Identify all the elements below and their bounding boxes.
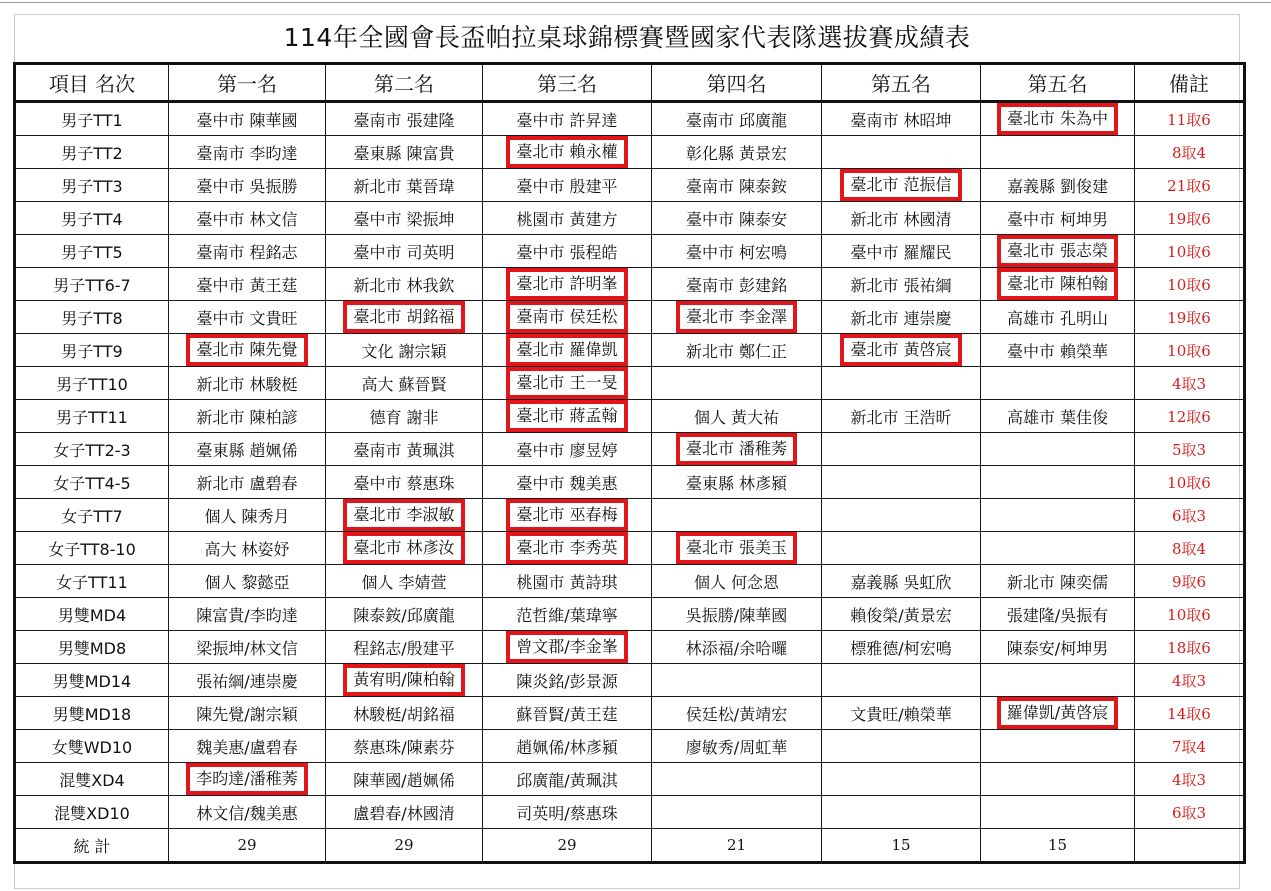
place-cell: 臺東縣 林彥潁 [652,466,822,499]
totals-label: 統 計 [15,829,169,863]
highlighted-place: 臺北市 許明峯 [506,268,627,300]
place-cell: 臺中市 黃王莛 [169,268,326,301]
table-row [15,796,1245,829]
place-cell: 臺中市 柯坤男 [981,202,1135,235]
place-cell [822,730,981,763]
place-cell [483,631,652,664]
header-third: 第三名 [483,64,652,102]
totals-note [1135,829,1245,863]
totals-row [15,829,1245,863]
place-cell: 梁振坤/林文信 [169,631,326,664]
note-cell: 4取3 [1135,367,1245,400]
note-cell: 19取6 [1135,301,1245,334]
place-cell: 高雄市 葉佳俊 [981,400,1135,433]
event-cell: 男子TT11 [15,400,169,433]
place-cell: 陳炎銘/彭景源 [483,664,652,697]
place-cell: 司英明/蔡惠珠 [483,796,652,829]
place-cell [981,235,1135,268]
note-cell: 8取4 [1135,532,1245,565]
highlighted-place: 臺北市 蔣孟翰 [506,400,627,432]
place-cell: 德育 謝非 [326,400,483,433]
place-cell: 桃園市 黃詩琪 [483,565,652,598]
place-cell: 吳振勝/陳華國 [652,598,822,631]
place-cell [169,334,326,367]
place-cell: 陳華國/趙姵俙 [326,763,483,796]
place-cell: 臺中市 柯宏鳴 [652,235,822,268]
event-cell: 女子TT2-3 [15,433,169,466]
note-cell: 5取3 [1135,433,1245,466]
totals-value: 15 [981,829,1135,863]
place-cell: 臺南市 程銘志 [169,235,326,268]
place-cell [981,367,1135,400]
event-cell: 女子TT11 [15,565,169,598]
place-cell: 林駿梃/胡銘福 [326,697,483,730]
header-note: 備註 [1135,64,1245,102]
place-cell: 臺中市 吳振勝 [169,169,326,202]
event-cell: 男雙MD14 [15,664,169,697]
place-cell [169,763,326,796]
place-cell: 臺中市 陳華國 [169,102,326,136]
place-cell: 臺南市 張建隆 [326,102,483,136]
highlighted-place: 黃宥明/陳柏翰 [343,664,464,696]
place-cell [483,268,652,301]
place-cell: 臺中市 蔡惠珠 [326,466,483,499]
note-cell: 4取3 [1135,763,1245,796]
event-cell: 混雙XD4 [15,763,169,796]
place-cell [822,499,981,532]
event-cell: 男子TT9 [15,334,169,367]
highlighted-place: 臺北市 巫春梅 [506,499,627,531]
place-cell [483,400,652,433]
place-cell [652,499,822,532]
event-cell: 混雙XD10 [15,796,169,829]
place-cell: 文化 謝宗穎 [326,334,483,367]
place-cell [326,301,483,334]
table-row [15,433,1245,466]
event-cell: 男子TT4 [15,202,169,235]
place-cell: 個人 黎懿亞 [169,565,326,598]
place-cell: 賴俊榮/黃景宏 [822,598,981,631]
highlighted-place: 臺北市 賴永權 [506,136,627,168]
event-cell: 男子TT3 [15,169,169,202]
place-cell [822,136,981,169]
header-second: 第二名 [326,64,483,102]
place-cell: 臺中市 廖昱婷 [483,433,652,466]
header-fifth-b: 第五名 [981,64,1135,102]
place-cell: 臺南市 陳泰銨 [652,169,822,202]
place-cell: 盧碧春/林國清 [326,796,483,829]
table-row [15,499,1245,532]
place-cell: 新北市 林駿梃 [169,367,326,400]
highlighted-place: 臺北市 陳先覺 [186,334,307,366]
place-cell: 侯廷松/黃靖宏 [652,697,822,730]
place-cell: 林添福/余哈囉 [652,631,822,664]
place-cell: 臺東縣 陳富貴 [326,136,483,169]
event-cell: 男雙MD8 [15,631,169,664]
place-cell [822,763,981,796]
highlighted-place: 臺北市 朱為中 [997,103,1118,135]
place-cell [981,136,1135,169]
place-cell [981,499,1135,532]
totals-value: 21 [652,829,822,863]
header-event: 項目 名次 [15,64,169,102]
place-cell [822,433,981,466]
place-cell [483,499,652,532]
header-row [15,64,1245,102]
highlighted-place: 羅偉凱/黃啓宸 [997,697,1118,729]
highlighted-place: 李昀達/潘稚莠 [186,763,307,795]
note-cell: 9取6 [1135,565,1245,598]
table-row [15,631,1245,664]
place-cell: 臺中市 陳泰安 [652,202,822,235]
highlighted-place: 臺北市 李金澤 [676,301,797,333]
place-cell [822,367,981,400]
place-cell: 臺中市 賴榮華 [981,334,1135,367]
highlighted-place: 臺北市 范振信 [840,169,961,201]
place-cell: 林文信/魏美惠 [169,796,326,829]
place-cell [981,796,1135,829]
place-cell: 高雄市 孔明山 [981,301,1135,334]
note-cell: 19取6 [1135,202,1245,235]
event-cell: 男雙MD4 [15,598,169,631]
table-row [15,202,1245,235]
place-cell: 標雅德/柯宏鳴 [822,631,981,664]
totals-value: 29 [169,829,326,863]
highlighted-place: 臺北市 張美玉 [676,532,797,564]
place-cell: 新北市 陳柏諺 [169,400,326,433]
highlighted-place: 臺北市 張志榮 [997,235,1118,267]
note-cell: 10取6 [1135,466,1245,499]
event-cell: 女子TT7 [15,499,169,532]
place-cell: 新北市 張祐綱 [822,268,981,301]
event-cell: 女雙WD10 [15,730,169,763]
highlighted-place: 臺北市 李秀英 [506,532,627,564]
note-cell: 10取6 [1135,598,1245,631]
table-row [15,235,1245,268]
place-cell: 新北市 盧碧春 [169,466,326,499]
place-cell: 陳泰銨/邱廣龍 [326,598,483,631]
page-title: 114年全國會長盃帕拉桌球錦標賽暨國家代表隊選拔賽成績表 [283,23,971,52]
top-divider [0,2,1271,3]
table-row [15,334,1245,367]
highlighted-place: 臺北市 林彥汝 [343,532,464,564]
place-cell [822,466,981,499]
place-cell: 新北市 鄭仁正 [652,334,822,367]
place-cell: 臺中市 魏美惠 [483,466,652,499]
table-row [15,268,1245,301]
place-cell [822,796,981,829]
totals-value: 15 [822,829,981,863]
table-row [15,301,1245,334]
totals-value: 29 [326,829,483,863]
place-cell [652,532,822,565]
place-cell: 嘉義縣 劉俊建 [981,169,1135,202]
table-row [15,565,1245,598]
place-cell [652,796,822,829]
place-cell [652,301,822,334]
place-cell: 臺中市 殷建平 [483,169,652,202]
note-cell: 10取6 [1135,235,1245,268]
table-row [15,730,1245,763]
place-cell [981,664,1135,697]
place-cell [652,433,822,466]
place-cell [822,334,981,367]
event-cell: 女子TT8-10 [15,532,169,565]
place-cell [981,532,1135,565]
place-cell: 高大 蘇晉賢 [326,367,483,400]
place-cell: 文貴旺/賴榮華 [822,697,981,730]
place-cell: 臺中市 許昇達 [483,102,652,136]
place-cell [652,367,822,400]
totals-value: 29 [483,829,652,863]
header-first: 第一名 [169,64,326,102]
header-fifth-a: 第五名 [822,64,981,102]
place-cell [981,102,1135,136]
event-cell: 男子TT1 [15,102,169,136]
results-table [13,62,1246,864]
place-cell [326,532,483,565]
table-row [15,136,1245,169]
place-cell: 范哲維/葉瑋寧 [483,598,652,631]
highlighted-place: 臺北市 陳柏翰 [997,268,1118,300]
place-cell: 個人 黃大祐 [652,400,822,433]
place-cell [981,697,1135,730]
highlighted-place: 臺北市 胡銘福 [343,301,464,333]
table-row [15,598,1245,631]
highlighted-place: 臺北市 李淑敏 [343,499,464,531]
table-row [15,763,1245,796]
place-cell [483,334,652,367]
place-cell: 新北市 王浩昕 [822,400,981,433]
place-cell [326,664,483,697]
place-cell: 臺南市 彭建銘 [652,268,822,301]
place-cell: 新北市 林我欽 [326,268,483,301]
event-cell: 男子TT2 [15,136,169,169]
event-cell: 男子TT8 [15,301,169,334]
note-cell: 12取6 [1135,400,1245,433]
place-cell: 新北市 葉晉瑋 [326,169,483,202]
highlighted-place: 臺北市 潘稚莠 [676,433,797,465]
note-cell: 10取6 [1135,268,1245,301]
highlighted-place: 臺北市 王一旻 [506,367,627,399]
table-row [15,466,1245,499]
place-cell [483,301,652,334]
place-cell: 個人 李婧萱 [326,565,483,598]
note-cell: 21取6 [1135,169,1245,202]
place-cell: 臺中市 梁振坤 [326,202,483,235]
place-cell: 臺中市 張程皓 [483,235,652,268]
results-body [15,102,1245,829]
table-row [15,400,1245,433]
highlighted-place: 臺北市 羅偉凱 [506,334,627,366]
place-cell [981,268,1135,301]
place-cell: 臺南市 林昭坤 [822,102,981,136]
place-cell: 嘉義縣 吳虹欣 [822,565,981,598]
place-cell: 陳富貴/李昀達 [169,598,326,631]
header-fourth: 第四名 [652,64,822,102]
place-cell: 蔡惠珠/陳素芬 [326,730,483,763]
place-cell: 臺中市 文貴旺 [169,301,326,334]
place-cell: 個人 何念恩 [652,565,822,598]
table-row [15,102,1245,136]
note-cell: 18取6 [1135,631,1245,664]
highlighted-place: 臺北市 黃啓宸 [840,334,961,366]
place-cell: 廖敏秀/周虹華 [652,730,822,763]
place-cell [981,433,1135,466]
place-cell: 臺中市 司英明 [326,235,483,268]
note-cell: 8取4 [1135,136,1245,169]
note-cell: 6取3 [1135,796,1245,829]
place-cell [981,763,1135,796]
place-cell: 彰化縣 黃景宏 [652,136,822,169]
place-cell: 臺中市 羅耀民 [822,235,981,268]
place-cell [326,499,483,532]
table-row [15,169,1245,202]
event-cell: 男雙MD18 [15,697,169,730]
place-cell: 魏美惠/盧碧春 [169,730,326,763]
place-cell: 陳泰安/柯坤男 [981,631,1135,664]
place-cell: 新北市 陳奕儒 [981,565,1135,598]
place-cell: 邱廣龍/黃珮淇 [483,763,652,796]
place-cell [483,367,652,400]
note-cell: 14取6 [1135,697,1245,730]
place-cell [822,169,981,202]
note-cell: 4取3 [1135,664,1245,697]
place-cell: 陳先覺/謝宗穎 [169,697,326,730]
place-cell [483,532,652,565]
note-cell: 11取6 [1135,102,1245,136]
table-row [15,532,1245,565]
event-cell: 男子TT6-7 [15,268,169,301]
place-cell [981,730,1135,763]
event-cell: 女子TT4-5 [15,466,169,499]
place-cell: 臺南市 邱廣龍 [652,102,822,136]
place-cell: 高大 林姿妤 [169,532,326,565]
table-row [15,664,1245,697]
note-cell: 10取6 [1135,334,1245,367]
place-cell [652,664,822,697]
place-cell: 趙姵俙/林彥潁 [483,730,652,763]
place-cell [822,664,981,697]
place-cell: 臺東縣 趙姵俙 [169,433,326,466]
place-cell: 臺南市 李昀達 [169,136,326,169]
highlighted-place: 臺南市 侯廷松 [506,301,627,333]
place-cell: 新北市 連崇慶 [822,301,981,334]
place-cell: 張建隆/吳振有 [981,598,1135,631]
highlighted-place: 曾文郡/李金峯 [506,631,627,663]
place-cell: 程銘志/殷建平 [326,631,483,664]
table-row [15,697,1245,730]
event-cell: 男子TT5 [15,235,169,268]
place-cell: 臺南市 黃珮淇 [326,433,483,466]
event-cell: 男子TT10 [15,367,169,400]
place-cell: 新北市 林國清 [822,202,981,235]
place-cell [652,763,822,796]
place-cell: 個人 陳秀月 [169,499,326,532]
place-cell: 蘇晉賢/黃王莛 [483,697,652,730]
note-cell: 7取4 [1135,730,1245,763]
place-cell: 臺中市 林文信 [169,202,326,235]
place-cell [822,532,981,565]
table-row [15,367,1245,400]
place-cell: 張祐綱/連崇慶 [169,664,326,697]
note-cell: 6取3 [1135,499,1245,532]
place-cell [981,466,1135,499]
place-cell: 桃園市 黃建方 [483,202,652,235]
place-cell [483,136,652,169]
